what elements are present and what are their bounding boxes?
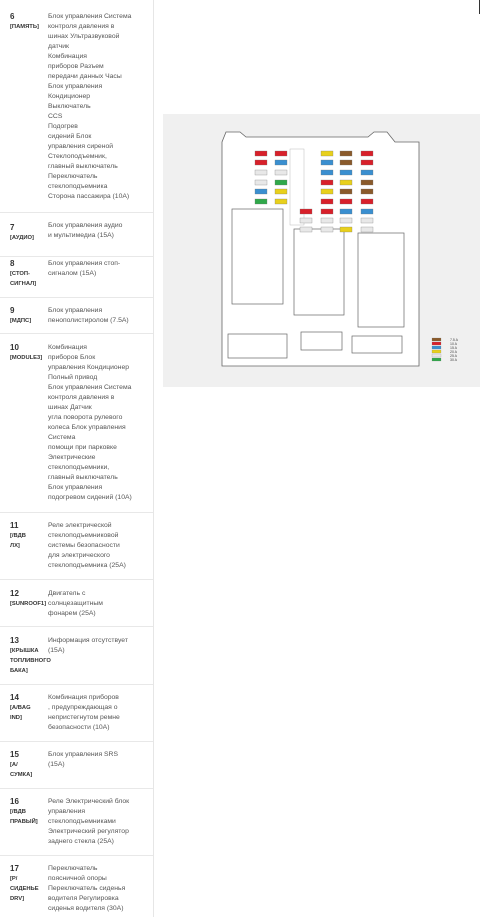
fuse-row: [0, 297, 153, 333]
fuse-description-line: CCS: [48, 113, 63, 120]
fuse: [340, 209, 352, 214]
fuse-description-line: Сторона пассажира (10А): [48, 193, 130, 200]
fuse: [275, 151, 287, 156]
fuse-description: [48, 259, 152, 279]
fuse: [275, 189, 287, 194]
fuse: [255, 160, 267, 165]
fuse-code-line: [/ВДВ: [10, 809, 26, 815]
fuse-description-line: Электрические: [48, 454, 96, 461]
fuse-code: [10, 353, 46, 363]
fuse-number: 15: [10, 750, 19, 759]
fuse-code-line: [ПАМЯТЬ]: [10, 24, 39, 30]
fuse-description: [48, 750, 152, 770]
fuse-code-line: ТОПЛИВНОГО: [10, 658, 51, 664]
fuse-description-line: Двигатель с: [48, 590, 86, 597]
fuse-description-line: шинах Ультразвуковой: [48, 33, 120, 40]
fuse: [300, 227, 312, 232]
fuse-description-line: Реле Электрический блок: [48, 798, 130, 805]
legend-swatch: [432, 358, 441, 361]
fuse-description: [48, 864, 152, 914]
fuse-description-line: Комбинация приборов: [48, 694, 119, 701]
fuse-description-line: Блок управления: [48, 484, 103, 491]
fuse-description-line: подогревом сидений (10А): [48, 494, 132, 501]
fuse-description-line: Комбинация: [48, 344, 87, 351]
legend-swatch: [432, 342, 441, 345]
fuse-code-line: СИГНАЛ]: [10, 281, 37, 287]
fuse-row: [0, 579, 153, 626]
fuse-description-line: стеклоподъемники,: [48, 464, 110, 471]
fuse: [300, 218, 312, 223]
fuse-code: [10, 599, 46, 609]
fuse: [361, 151, 373, 156]
fuse-code: [10, 269, 46, 289]
fuse-row: [0, 512, 153, 579]
fuse-row: [0, 741, 153, 788]
fuse: [321, 160, 333, 165]
fuse-code-line: [A/: [10, 762, 18, 768]
fuse: [300, 209, 312, 214]
fuse: [361, 160, 373, 165]
fuse-number: 11: [10, 521, 19, 530]
legend-swatch: [432, 346, 441, 349]
fuse-description-line: безопасности (10А): [48, 724, 110, 731]
fuse: [340, 227, 352, 232]
fuse-description: [48, 797, 152, 847]
fuse-code: [10, 531, 46, 551]
fuse-number: 8: [10, 259, 15, 268]
fuse-row: [0, 212, 153, 256]
fuse: [340, 180, 352, 185]
fuse-code: [10, 760, 46, 780]
fuse-code: [10, 233, 46, 243]
fuse-description: [48, 636, 152, 656]
fuse-description-line: угла поворота рулевого: [48, 414, 123, 421]
fuse: [255, 199, 267, 204]
fuse-description-line: управления сиреной: [48, 143, 114, 150]
fuse-description-line: Блок управления Система: [48, 13, 132, 20]
fuse-description-line: сидений Блок: [48, 133, 92, 140]
fuse-description-line: Выключатель: [48, 103, 91, 110]
fuse: [340, 199, 352, 204]
fuse-description-line: сиденья водителя (30А): [48, 905, 124, 912]
fuse-code-line: [/ВДВ: [10, 533, 26, 539]
fuse-number: 13: [10, 636, 19, 645]
fuse-description-line: пенополистиролом (7.5А): [48, 317, 129, 324]
fuse: [361, 180, 373, 185]
fuse-description-line: стеклоподъемниковой: [48, 532, 119, 539]
fuse-description-line: для электрического: [48, 552, 110, 559]
fuse: [340, 151, 352, 156]
fuse-description-line: передачи данных Часы: [48, 73, 122, 80]
fuse-description-line: стеклоподъемниками: [48, 818, 116, 825]
fuse-description-line: управления Кондиционер: [48, 364, 129, 371]
fuse-description-line: стеклоподъемника: [48, 183, 108, 190]
fuse: [321, 199, 333, 204]
fuse: [321, 189, 333, 194]
fuse-number: 17: [10, 864, 19, 873]
fuse-description: [48, 12, 152, 202]
legend-label: 30 A: [450, 358, 458, 362]
fuse-code: [10, 646, 51, 676]
fuse-number: 9: [10, 306, 15, 315]
fuse-code-line: [A/BAG: [10, 705, 31, 711]
fuse-description-line: непристегнутом ремне: [48, 714, 120, 721]
fuse-row: [0, 788, 153, 855]
fuse: [321, 227, 333, 232]
fuse-description-line: Переключатель: [48, 173, 98, 180]
fuse-description-line: Блок управления: [48, 307, 103, 314]
fuse: [321, 170, 333, 175]
fuse-description-line: Реле электрической: [48, 522, 112, 529]
fuse-row: [0, 626, 153, 684]
fuse-description-line: Подогрев: [48, 123, 78, 130]
fuse: [275, 160, 287, 165]
fuse: [321, 218, 333, 223]
fuse: [361, 218, 373, 223]
fuse-code-line: [P/: [10, 876, 18, 882]
fuse-description-line: колеса Блок управления: [48, 424, 126, 431]
fuse-description-line: главный выключатель: [48, 474, 118, 481]
fuse-number: 7: [10, 223, 15, 232]
legend-swatch: [432, 338, 441, 341]
fuse-code-line: [СТОП-: [10, 271, 30, 277]
fuse-number: 14: [10, 693, 19, 702]
legend-label: 25 A: [450, 354, 458, 358]
fuse-description-line: солнцезащитным: [48, 600, 103, 607]
fuse-code-line: [SUNROOF1]: [10, 601, 47, 607]
fuse-code-line: СУМКА]: [10, 772, 33, 778]
fuse: [255, 151, 267, 156]
fuse-row: [0, 684, 153, 741]
fuse: [361, 209, 373, 214]
fuse-description-line: приборов Блок: [48, 354, 96, 361]
fuse-description-line: Блок управления: [48, 83, 103, 90]
fuse: [321, 209, 333, 214]
fuse: [255, 189, 267, 194]
fuse-code: [10, 703, 46, 723]
relay-block-bottom-right: [352, 336, 402, 353]
fuse-code-line: ЛХ]: [10, 543, 20, 549]
relay-block-left: [232, 209, 283, 304]
fuse-code-line: СИДЕНЬЕ: [10, 886, 39, 892]
fuse: [361, 189, 373, 194]
fuse-number: 12: [10, 589, 19, 598]
fuse-row: [0, 256, 153, 297]
fuse-description-line: Переключатель: [48, 865, 98, 872]
fuse-description-line: Полный привод: [48, 374, 98, 381]
fuse-description-line: управления: [48, 808, 86, 815]
fuse-description: [48, 343, 152, 503]
legend-label: 7.5 A: [450, 338, 458, 342]
fuse: [361, 227, 373, 232]
legend-label: 10 A: [450, 342, 458, 346]
fuse-description-line: Блок управления Система: [48, 384, 132, 391]
relay-block-bottom-center: [301, 332, 342, 350]
fuse-row: [0, 333, 153, 512]
fuse-description-line: Блок управления SRS: [48, 751, 119, 758]
fuse-description-line: Блок управления стоп-: [48, 260, 121, 267]
fuse-description-line: Система: [48, 434, 76, 441]
fuse: [340, 160, 352, 165]
fuse-description-line: и мультимедиа (15А): [48, 232, 114, 239]
fuse-row: [0, 855, 153, 917]
fuse-description-line: (15А): [48, 761, 65, 768]
fuse: [255, 170, 267, 175]
legend-label: 15 A: [450, 346, 458, 350]
fuse-description-line: (15А): [48, 647, 65, 654]
fuse-code-line: [АУДИО]: [10, 235, 34, 241]
fuse-number: 16: [10, 797, 19, 806]
fuse-description-line: поясничной опоры: [48, 875, 107, 882]
fuse-description-line: датчик: [48, 43, 70, 50]
relay-block-right: [358, 233, 404, 327]
fuse: [340, 218, 352, 223]
fuse-code: [10, 316, 46, 326]
fuse: [361, 199, 373, 204]
fuse-description-list: [0, 0, 154, 917]
fuse-description-line: приборов Разъем: [48, 63, 104, 70]
fuse-code-line: БАКА]: [10, 668, 28, 674]
fuse: [321, 180, 333, 185]
fuse-description-line: контроля давления в: [48, 394, 115, 401]
legend-swatch: [432, 350, 441, 353]
fuse-description-line: Блок управления аудио: [48, 222, 123, 229]
fuse-description-line: помощи при парковке: [48, 444, 117, 451]
fuse-row: [0, 0, 153, 212]
fuse-code-line: ПРАВЫЙ]: [10, 819, 38, 825]
fuse-description-line: Электрический регулятор: [48, 828, 129, 835]
fuse: [275, 170, 287, 175]
fuse-description-line: главный выключатель: [48, 163, 118, 170]
fuse-description: [48, 221, 152, 241]
fuse-box-diagram: [163, 114, 480, 387]
fuse-description-line: Комбинация: [48, 53, 87, 60]
fuse-description-line: Переключатель сиденья: [48, 885, 126, 892]
fuse-description: [48, 521, 152, 571]
fuse: [361, 170, 373, 175]
fuse-code-line: [МДПС]: [10, 318, 32, 324]
fuse-description-line: шинах Датчик: [48, 404, 92, 411]
fuse-description-line: Стеклоподъемник,: [48, 153, 107, 160]
legend-swatch: [432, 354, 441, 357]
fuse-code-line: IND]: [10, 715, 22, 721]
fuse: [340, 189, 352, 194]
fuse-code-line: [MODULE3]: [10, 355, 43, 361]
fuse-description-line: Кондиционер: [48, 93, 91, 100]
fuse: [340, 170, 352, 175]
fuse-code-line: [КРЫШКА: [10, 648, 39, 654]
fuse-box-diagram-panel: [163, 114, 480, 387]
fuse: [321, 151, 333, 156]
fuse: [255, 180, 267, 185]
fuse-description: [48, 589, 152, 619]
fuse-description-line: системы безопасности: [48, 542, 120, 549]
fuse-description-line: стеклоподъемника (25А): [48, 562, 126, 569]
fuse-code-line: DRV]: [10, 896, 25, 902]
relay-block-bottom-left: [228, 334, 287, 358]
fuse-description-line: заднего стекла (25А): [48, 838, 114, 845]
fuse: [275, 199, 287, 204]
fuse-description-line: сигналом (15А): [48, 270, 97, 277]
fuse-number: 10: [10, 343, 19, 352]
fuse-number: 6: [10, 12, 15, 21]
fuse-description-line: , предупреждающая о: [48, 704, 118, 711]
fuse-legend: [432, 338, 459, 362]
fuse-description: [48, 693, 152, 733]
relay-block-center: [294, 229, 344, 315]
fuse-description-line: Информация отсутствует: [48, 637, 128, 644]
fuse-code: [10, 874, 46, 904]
fuse-code: [10, 22, 46, 32]
fuse-description-line: контроля давления в: [48, 23, 115, 30]
fuse-code: [10, 807, 46, 827]
fuse-description-line: фонарем (25А): [48, 610, 96, 617]
legend-label: 20 A: [450, 350, 458, 354]
fuse-description-line: водителя Регулировка: [48, 895, 119, 902]
fuse: [275, 180, 287, 185]
fuse-description: [48, 306, 152, 326]
